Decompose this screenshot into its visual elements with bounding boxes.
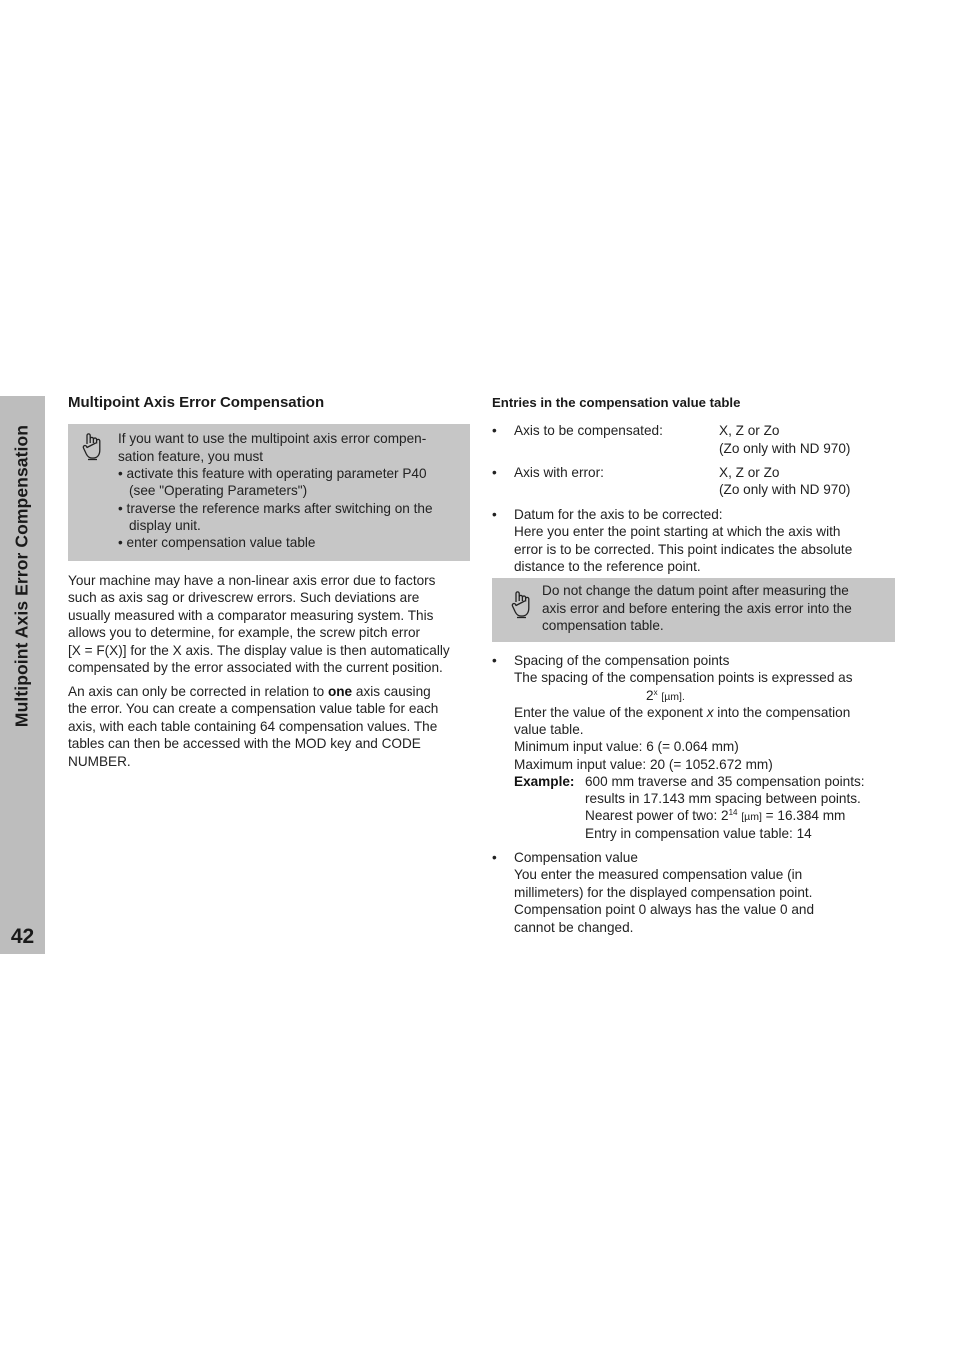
example-line: Entry in compensation value table: 14 xyxy=(585,826,812,841)
note-line: sation feature, you must xyxy=(118,449,264,464)
spacing-line: value table. xyxy=(514,722,584,737)
text-line: [X = F(X)] for the X axis. The display value is then automatically xyxy=(68,642,450,658)
spacing-formula: 2$^x$ [µm]. xyxy=(646,688,685,703)
text-line: Datum for the axis to be corrected: xyxy=(514,507,723,522)
comp-value-block xyxy=(514,849,814,936)
axis-compensated-note: (Zo only with ND 970) xyxy=(719,441,851,456)
text-line: error is to be corrected. This point indicates the absolute xyxy=(514,541,853,557)
text-line: compensated by the error associated with the current position. xyxy=(68,660,443,676)
note-box-left xyxy=(68,424,470,561)
datum-block xyxy=(514,506,852,576)
text-line: An axis can only be corrected in relation to one axis causing xyxy=(68,684,431,699)
max-input-value: Maximum input value: 20 (= 1052.672 mm) xyxy=(514,757,773,772)
text-line: NUMBER. xyxy=(68,753,131,769)
bullet: • xyxy=(492,507,497,522)
text-line: the error. You can create a compensation value table for each xyxy=(68,701,439,717)
example-label: Example: xyxy=(514,774,575,789)
spacing-title: Spacing of the compensation points xyxy=(514,653,730,668)
pointing-hand-icon xyxy=(81,432,105,462)
axis-error-value: X, Z or Zo xyxy=(719,465,780,480)
text-line: Your machine may have a non-linear axis error due to factors xyxy=(68,573,436,588)
note-line: • enter compensation value table xyxy=(118,535,316,550)
bullet: • xyxy=(492,653,497,668)
text-line: cannot be changed. xyxy=(514,919,634,935)
note-line: Do not change the datum point after measuring the xyxy=(542,583,849,598)
spacing-line: The spacing of the compensation points is expressed as xyxy=(514,670,853,685)
text-line: You enter the measured compensation value (in xyxy=(514,867,803,883)
spacing-line: Enter the value of the exponent x into the compensation xyxy=(514,705,851,720)
text-line: usually measured with a comparator measuring system. This xyxy=(68,607,434,623)
note-line: • traverse the reference marks after switching on the xyxy=(118,501,433,516)
example-line: 600 mm traverse and 35 compensation points: xyxy=(585,774,865,789)
axis-error-label: Axis with error: xyxy=(514,465,604,480)
note-line: • activate this feature with operating parameter P40 xyxy=(118,466,427,481)
bullet: • xyxy=(492,850,497,865)
text-line: Compensation point 0 always has the value 0 and xyxy=(514,902,815,918)
paragraph-axis xyxy=(68,683,438,770)
text-line: Here you enter the point starting at which the axis with xyxy=(514,524,841,540)
table-entries-heading: Entries in the compensation value table xyxy=(492,395,741,410)
text-line: distance to the reference point. xyxy=(514,559,701,575)
section-heading: Multipoint Axis Error Compensation xyxy=(68,394,325,411)
note-line: display unit. xyxy=(129,518,201,533)
min-input-value: Minimum input value: 6 (= 0.064 mm) xyxy=(514,739,739,754)
text-line: such as axis sag or drivescrew errors. Such deviations are xyxy=(68,590,420,606)
axis-compensated-value: X, Z or Zo xyxy=(719,423,780,438)
text-line: tables can then be accessed with the MOD key and CODE xyxy=(68,736,421,752)
side-tab-title: Multipoint Axis Error Compensation xyxy=(11,424,32,728)
note-line: compensation table. xyxy=(542,618,664,633)
text-line: allows you to determine, for example, the screw pitch error xyxy=(68,625,421,641)
note-line: axis error and before entering the axis error into the xyxy=(542,601,852,616)
text-line: axis, with each table containing 64 compensation values. The xyxy=(68,718,438,734)
text-line: Compensation value xyxy=(514,850,638,865)
text-line: millimeters) for the displayed compensation point. xyxy=(514,884,813,900)
pointing-hand-icon xyxy=(510,590,534,620)
note-line: If you want to use the multipoint axis error compen- xyxy=(118,431,427,446)
example-line: Nearest power of two: $2^{14}$ [µm] = 16.384 mm xyxy=(585,808,846,823)
example-line: results in 17.143 mm spacing between points. xyxy=(585,791,861,806)
page-number: 42 xyxy=(10,925,35,948)
note-line: (see "Operating Parameters") xyxy=(129,483,308,498)
paragraph-intro xyxy=(68,572,450,676)
bullet: • xyxy=(492,423,497,438)
note-box-right xyxy=(492,578,895,642)
axis-compensated-label: Axis to be compensated: xyxy=(514,423,663,438)
bullet: • xyxy=(492,465,497,480)
axis-error-note: (Zo only with ND 970) xyxy=(719,482,851,497)
